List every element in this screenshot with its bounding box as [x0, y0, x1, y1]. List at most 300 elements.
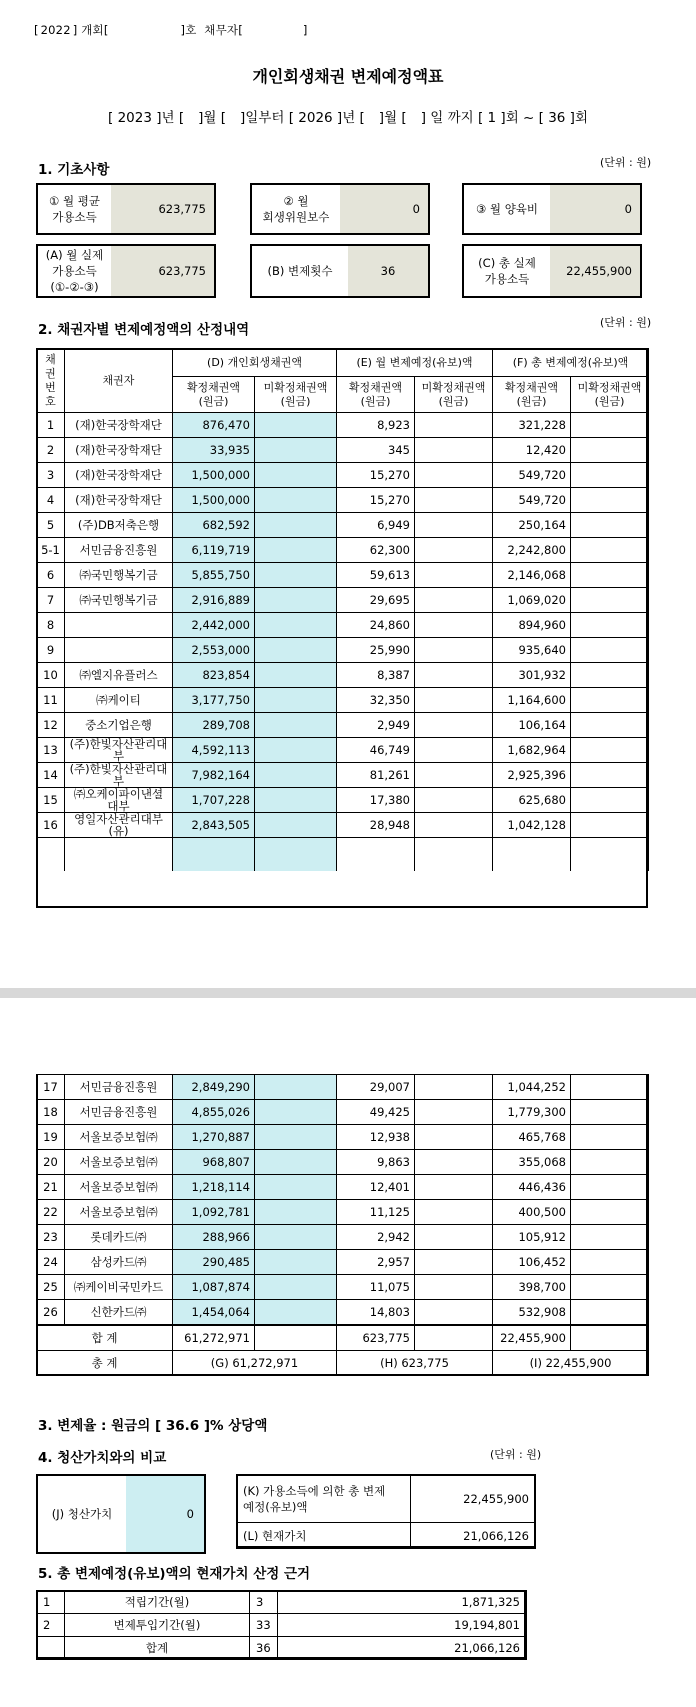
total-repayment: 465,768: [493, 1125, 571, 1150]
monthly-repayment-unconfirmed: [415, 1225, 493, 1250]
round-unit: 회: [574, 110, 588, 126]
repay-count-box: [250, 244, 430, 298]
table-row: [37, 813, 649, 838]
total-repayment: 2,925,396: [493, 763, 571, 788]
row-number: 4: [37, 488, 65, 513]
present-value-table: [36, 1590, 527, 1660]
total-repayment: 532,908: [493, 1300, 571, 1326]
label-line: 가용소득: [52, 264, 97, 278]
year-unit: 년: [161, 110, 175, 126]
avg-income-value: 623,775: [111, 185, 214, 233]
confirmed-claim: 7,982,164: [173, 763, 255, 788]
confirmed-claim: 1,270,887: [173, 1125, 255, 1150]
total-repayment: 1,779,300: [493, 1100, 571, 1125]
table-row: [37, 763, 649, 788]
confirmed-claim: 289,708: [173, 713, 255, 738]
monthly-repayment: 2,957: [337, 1250, 415, 1275]
row-number: 19: [37, 1125, 65, 1150]
k-value: 22,455,900: [411, 1475, 536, 1523]
creditor-name: [65, 613, 173, 638]
monthly-repayment: 24,860: [337, 613, 415, 638]
unconfirmed-claim: [255, 538, 337, 563]
confirmed-claim: 1,500,000: [173, 463, 255, 488]
label-line: 가용소득: [484, 272, 530, 286]
liquidation-label: (J) 청산가치: [51, 1507, 113, 1521]
label-line: 회생위원보수: [262, 210, 330, 224]
col-d-unconfirmed: 미확정채권액 (원금): [255, 377, 337, 413]
total-repayment-unconfirmed: [571, 413, 649, 438]
total-repayment: 1,164,600: [493, 688, 571, 713]
creditor-rows-page-2: [37, 1075, 649, 1376]
table-row: [37, 438, 649, 463]
total-repayment-unconfirmed: [571, 463, 649, 488]
row-number: 9: [37, 638, 65, 663]
rate-prefix: 3. 변제율 : 원금의 [: [38, 1418, 162, 1434]
creditor-name: 신한카드㈜: [65, 1300, 173, 1326]
total-repayment: 1,042,128: [493, 813, 571, 838]
grand-total-h: (H) 623,775: [337, 1351, 493, 1376]
empty-cell: [255, 838, 337, 872]
monthly-repayment: 345: [337, 438, 415, 463]
grand-total-row: [37, 1351, 649, 1376]
actual-income-box: [36, 244, 216, 298]
monthly-repayment: 49,425: [337, 1100, 415, 1125]
total-repayment-unconfirmed: [571, 763, 649, 788]
creditor-name: ㈜국민행복기금: [65, 563, 173, 588]
total-repayment-unconfirmed: [571, 563, 649, 588]
table-row: [37, 738, 649, 763]
unconfirmed-claim: [255, 1250, 337, 1275]
confirmed-claim: 5,855,750: [173, 563, 255, 588]
row-number: 8: [37, 613, 65, 638]
grand-total-label: 총 계: [37, 1351, 173, 1376]
pv-total-label: 합계: [65, 1637, 250, 1660]
total-repayment-unconfirmed: [571, 638, 649, 663]
monthly-repayment: 32,350: [337, 688, 415, 713]
unconfirmed-claim: [255, 738, 337, 763]
confirmed-claim: 2,553,000: [173, 638, 255, 663]
total-repayment-unconfirmed: [571, 438, 649, 463]
total-repayment: 894,960: [493, 613, 571, 638]
row-number: 21: [37, 1175, 65, 1200]
debtor-label: 채무자: [204, 23, 239, 37]
total-repayment-unconfirmed: [571, 488, 649, 513]
monthly-repayment-unconfirmed: [415, 663, 493, 688]
monthly-repayment-unconfirmed: [415, 1075, 493, 1100]
row-number: 1: [37, 413, 65, 438]
liquidation-value: 0: [126, 1476, 204, 1552]
creditor-name: ㈜국민행복기금: [65, 588, 173, 613]
monthly-repayment: 17,380: [337, 788, 415, 813]
label-line: ② 월: [283, 194, 309, 208]
table-row: [37, 463, 649, 488]
unconfirmed-claim: [255, 1150, 337, 1175]
unconfirmed-claim: [255, 463, 337, 488]
section-2-heading: 2. 채권자별 변제예정액의 산정내역: [38, 322, 250, 338]
total-repayment: 446,436: [493, 1175, 571, 1200]
monthly-repayment: 8,923: [337, 413, 415, 438]
total-repayment-unconfirmed: [571, 1250, 649, 1275]
year-unit: 년: [342, 110, 356, 126]
confirmed-claim: 4,592,113: [173, 738, 255, 763]
table-row: [37, 638, 649, 663]
child-support-label: ③ 월 양육비: [475, 202, 539, 216]
total-repayment: 355,068: [493, 1150, 571, 1175]
label-line: 예정(유보)액: [243, 1499, 308, 1514]
monthly-repayment-unconfirmed: [415, 488, 493, 513]
table-row: [37, 538, 649, 563]
table-row: [37, 1125, 649, 1150]
table-row: [37, 1100, 649, 1125]
pv-total-row: [37, 1637, 527, 1660]
total-repayment: 398,700: [493, 1275, 571, 1300]
unconfirmed-claim: [255, 563, 337, 588]
empty-cell: [415, 838, 493, 872]
unconfirmed-claim: [255, 688, 337, 713]
monthly-repayment-unconfirmed: [415, 1275, 493, 1300]
creditor-name: ㈜오케이파이낸셜대부: [65, 788, 173, 813]
monthly-repayment-unconfirmed: [415, 738, 493, 763]
monthly-repayment-unconfirmed: [415, 1175, 493, 1200]
total-repayment-unconfirmed: [571, 1200, 649, 1225]
table-row: [37, 788, 649, 813]
col-group-e: (E) 월 변제예정(유보)액: [337, 349, 493, 377]
unconfirmed-claim: [255, 438, 337, 463]
section-5-heading: 5. 총 변제예정(유보)액의 현재가치 산정 근거: [38, 1566, 311, 1582]
row-number: 12: [37, 713, 65, 738]
section-4-unit: (단위 : 원): [490, 1448, 542, 1461]
first-round: 1: [487, 110, 497, 126]
total-repayment: 106,452: [493, 1250, 571, 1275]
monthly-repayment-unconfirmed: [415, 463, 493, 488]
empty-cell: [37, 838, 65, 872]
pv-row-number: 1: [37, 1591, 65, 1614]
total-repayment-unconfirmed: [571, 713, 649, 738]
month-unit: 월: [384, 110, 398, 126]
monthly-repayment: 62,300: [337, 538, 415, 563]
monthly-repayment-unconfirmed: [415, 413, 493, 438]
row-number: 6: [37, 563, 65, 588]
period-start-year: 2023: [117, 110, 152, 126]
total-repayment-unconfirmed: [571, 663, 649, 688]
table-row: [37, 713, 649, 738]
row-number: 5-1: [37, 538, 65, 563]
col-f-unconfirmed: 미확정채권액 (원금): [571, 377, 649, 413]
creditor-name: (주)한빛자산관리대부: [65, 763, 173, 788]
monthly-repayment-unconfirmed: [415, 788, 493, 813]
confirmed-claim: 823,854: [173, 663, 255, 688]
confirmed-claim: 876,470: [173, 413, 255, 438]
monthly-repayment: 29,695: [337, 588, 415, 613]
total-repayment: 549,720: [493, 463, 571, 488]
monthly-repayment-unconfirmed: [415, 813, 493, 838]
total-repayment-unconfirmed: [571, 788, 649, 813]
table-row: [37, 1275, 649, 1300]
confirmed-claim: 1,454,064: [173, 1300, 255, 1326]
total-repayment: 301,932: [493, 663, 571, 688]
pv-label: 적립기간(월): [65, 1591, 250, 1614]
round-unit: 회: [505, 110, 519, 126]
col-e-confirmed: 확정채권액 (원금): [337, 377, 415, 413]
row-number: 18: [37, 1100, 65, 1125]
table-row: [37, 663, 649, 688]
row-number: 23: [37, 1225, 65, 1250]
creditor-name: 중소기업은행: [65, 713, 173, 738]
unconfirmed-claim: [255, 713, 337, 738]
total-repayment-unconfirmed: [571, 588, 649, 613]
total-repayment-unconfirmed: [571, 1100, 649, 1125]
monthly-repayment: 6,949: [337, 513, 415, 538]
pv-total-months: 36: [250, 1637, 278, 1660]
repay-count-label: (B) 변제횟수: [267, 264, 333, 278]
total-repayment-unconfirmed: [571, 613, 649, 638]
rate-suffix: ]% 상당액: [203, 1418, 268, 1434]
creditor-table-page-1: [36, 348, 649, 871]
monthly-repayment: 15,270: [337, 463, 415, 488]
subtotal-total-unconfirmed: [571, 1325, 649, 1351]
period-end-year: 2026: [298, 110, 333, 126]
comparison-table: [236, 1474, 536, 1549]
creditor-name: (재)한국장학재단: [65, 488, 173, 513]
col-group-d: (D) 개인회생채권액: [173, 349, 337, 377]
monthly-repayment: 11,075: [337, 1275, 415, 1300]
row-number: 17: [37, 1075, 65, 1100]
monthly-repayment-unconfirmed: [415, 713, 493, 738]
last-round: 36: [548, 110, 566, 126]
confirmed-claim: 1,092,781: [173, 1200, 255, 1225]
unconfirmed-claim: [255, 813, 337, 838]
table-row: [37, 588, 649, 613]
case-suffix: 호: [185, 23, 197, 37]
total-repayment-unconfirmed: [571, 1175, 649, 1200]
total-repayment: 106,164: [493, 713, 571, 738]
total-repayment-unconfirmed: [571, 1300, 649, 1326]
repayment-period: [ 2023 ]년 [ ]월 [ ]일부터 [ 2026 ]년 [ ]월 [ ] 일 까지 [ 1 ]회 ~ [ 36 ]회: [108, 110, 588, 126]
section-2-unit: (단위 : 원): [600, 316, 652, 329]
confirmed-claim: 682,592: [173, 513, 255, 538]
subtotal-row: [37, 1325, 649, 1351]
subtotal-unconfirmed: [255, 1325, 337, 1351]
pv-months: 3: [250, 1591, 278, 1614]
creditor-name: 서울보증보험㈜: [65, 1125, 173, 1150]
total-repayment: 12,420: [493, 438, 571, 463]
avg-income-label: [38, 185, 111, 233]
actual-income-value: 623,775: [111, 246, 214, 296]
row-number: 26: [37, 1300, 65, 1326]
unconfirmed-claim: [255, 1100, 337, 1125]
creditor-name: 롯데카드㈜: [65, 1225, 173, 1250]
creditor-name: 삼성카드㈜: [65, 1250, 173, 1275]
unconfirmed-claim: [255, 488, 337, 513]
table-row: [37, 1614, 527, 1637]
trustee-fee-box: [250, 183, 430, 235]
pv-amount: 19,194,801: [278, 1614, 527, 1637]
empty-row: [37, 838, 649, 872]
grand-total-i: (I) 22,455,900: [493, 1351, 649, 1376]
month-unit: 월: [203, 110, 217, 126]
child-support-value: 0: [550, 185, 640, 233]
row-number: 2: [37, 438, 65, 463]
creditor-name: (재)한국장학재단: [65, 463, 173, 488]
confirmed-claim: 2,442,000: [173, 613, 255, 638]
confirmed-claim: 3,177,750: [173, 688, 255, 713]
total-repayment-unconfirmed: [571, 1125, 649, 1150]
unconfirmed-claim: [255, 1200, 337, 1225]
total-repayment-unconfirmed: [571, 1275, 649, 1300]
row-number: 15: [37, 788, 65, 813]
monthly-repayment: 14,803: [337, 1300, 415, 1326]
total-repayment: 1,069,020: [493, 588, 571, 613]
l-label: (L) 현재가치: [237, 1523, 411, 1549]
total-repayment: 105,912: [493, 1225, 571, 1250]
col-f-confirmed: 확정채권액 (원금): [493, 377, 571, 413]
creditor-name: ㈜엘지유플러스: [65, 663, 173, 688]
confirmed-claim: 33,935: [173, 438, 255, 463]
case-year: 2022: [40, 23, 71, 37]
l-value: 21,066,126: [411, 1523, 536, 1549]
from-text: 일부터: [245, 110, 285, 126]
monthly-repayment-unconfirmed: [415, 1200, 493, 1225]
creditor-name: (주)한빛자산관리대부: [65, 738, 173, 763]
monthly-repayment: 59,613: [337, 563, 415, 588]
table-row: [37, 1250, 649, 1275]
creditor-table-page-2: [36, 1074, 649, 1376]
table-row: [37, 1300, 649, 1326]
total-repayment-unconfirmed: [571, 1075, 649, 1100]
row-number: 10: [37, 663, 65, 688]
unconfirmed-claim: [255, 1275, 337, 1300]
pv-row-number: 2: [37, 1614, 65, 1637]
table-row: [37, 1150, 649, 1175]
unconfirmed-claim: [255, 1125, 337, 1150]
pv-months: 33: [250, 1614, 278, 1637]
unconfirmed-claim: [255, 638, 337, 663]
empty-cell: [65, 838, 173, 872]
creditor-name: 서울보증보험㈜: [65, 1200, 173, 1225]
pv-label: 변제투입기간(월): [65, 1614, 250, 1637]
monthly-repayment-unconfirmed: [415, 763, 493, 788]
confirmed-claim: 1,218,114: [173, 1175, 255, 1200]
creditor-name: 서울보증보험㈜: [65, 1150, 173, 1175]
total-repayment-unconfirmed: [571, 688, 649, 713]
monthly-repayment: 11,125: [337, 1200, 415, 1225]
confirmed-claim: 1,500,000: [173, 488, 255, 513]
col-no: 채권 번호: [37, 349, 65, 413]
monthly-repayment-unconfirmed: [415, 1250, 493, 1275]
total-repayment: 625,680: [493, 788, 571, 813]
monthly-repayment-unconfirmed: [415, 563, 493, 588]
pv-amount: 1,871,325: [278, 1591, 527, 1614]
confirmed-claim: 2,916,889: [173, 588, 255, 613]
page-break: [0, 988, 696, 998]
section-1-unit: (단위 : 원): [600, 156, 652, 169]
unconfirmed-claim: [255, 763, 337, 788]
table-row: [37, 413, 649, 438]
liquidation-value-box: [36, 1474, 206, 1554]
label-line: (A) 월 실제: [45, 248, 104, 262]
monthly-repayment-unconfirmed: [415, 1125, 493, 1150]
confirmed-claim: 6,119,719: [173, 538, 255, 563]
confirmed-claim: 1,707,228: [173, 788, 255, 813]
table-row: [37, 1200, 649, 1225]
monthly-repayment: 2,949: [337, 713, 415, 738]
total-income-box: [462, 244, 642, 298]
monthly-repayment-unconfirmed: [415, 513, 493, 538]
table-row: [37, 613, 649, 638]
row-number: 5: [37, 513, 65, 538]
creditor-name: ㈜케이티: [65, 688, 173, 713]
subtotal-claim: 61,272,971: [173, 1325, 255, 1351]
total-repayment: 549,720: [493, 488, 571, 513]
total-repayment: 400,500: [493, 1200, 571, 1225]
table-row: [37, 1591, 527, 1614]
monthly-repayment-unconfirmed: [415, 613, 493, 638]
total-repayment-unconfirmed: [571, 513, 649, 538]
monthly-repayment: 9,863: [337, 1150, 415, 1175]
label-line: (C) 총 실제: [478, 256, 536, 270]
pv-total-blank: [37, 1637, 65, 1660]
monthly-repayment: 12,401: [337, 1175, 415, 1200]
row-number: 25: [37, 1275, 65, 1300]
document-title: 개인회생채권 변제예정액표: [252, 67, 444, 86]
confirmed-claim: 2,843,505: [173, 813, 255, 838]
col-d-confirmed: 확정채권액 (원금): [173, 377, 255, 413]
confirmed-claim: 2,849,290: [173, 1075, 255, 1100]
col-creditor: 채권자: [65, 349, 173, 413]
row-number: 22: [37, 1200, 65, 1225]
unconfirmed-claim: [255, 413, 337, 438]
monthly-repayment-unconfirmed: [415, 438, 493, 463]
to-text: 일 까지: [430, 110, 474, 126]
monthly-repayment: 15,270: [337, 488, 415, 513]
row-number: 24: [37, 1250, 65, 1275]
confirmed-claim: 4,855,026: [173, 1100, 255, 1125]
total-repayment: 2,146,068: [493, 563, 571, 588]
label-line: 가용소득: [52, 210, 97, 224]
k-label: [237, 1475, 411, 1523]
unconfirmed-claim: [255, 513, 337, 538]
total-repayment: 1,044,252: [493, 1075, 571, 1100]
unconfirmed-claim: [255, 663, 337, 688]
empty-cell: [493, 838, 571, 872]
creditor-name: 서울보증보험㈜: [65, 1175, 173, 1200]
confirmed-claim: 290,485: [173, 1250, 255, 1275]
subtotal-total: 22,455,900: [493, 1325, 571, 1351]
table-row: [37, 488, 649, 513]
grand-total-g: (G) 61,272,971: [173, 1351, 337, 1376]
subtotal-label: 합 계: [37, 1325, 173, 1351]
row-number: 3: [37, 463, 65, 488]
section-1-heading: 1. 기초사항: [38, 162, 110, 178]
avg-income-box: [36, 183, 216, 235]
label-line: (K) 가용소득에 의한 총 변제: [243, 1483, 386, 1498]
case-open-label: 개회: [81, 23, 104, 37]
total-repayment: 2,242,800: [493, 538, 571, 563]
unconfirmed-claim: [255, 1075, 337, 1100]
monthly-repayment-unconfirmed: [415, 638, 493, 663]
total-income-label: [464, 246, 550, 296]
total-repayment-unconfirmed: [571, 1225, 649, 1250]
creditor-name: (재)한국장학재단: [65, 413, 173, 438]
confirmed-claim: 1,087,874: [173, 1275, 255, 1300]
unconfirmed-claim: [255, 1175, 337, 1200]
table-row: [37, 688, 649, 713]
table-row: [37, 513, 649, 538]
total-repayment: 321,228: [493, 413, 571, 438]
creditor-name: ㈜케이비국민카드: [65, 1275, 173, 1300]
creditor-rows-page-1: [37, 413, 649, 872]
empty-cell: [571, 838, 649, 872]
